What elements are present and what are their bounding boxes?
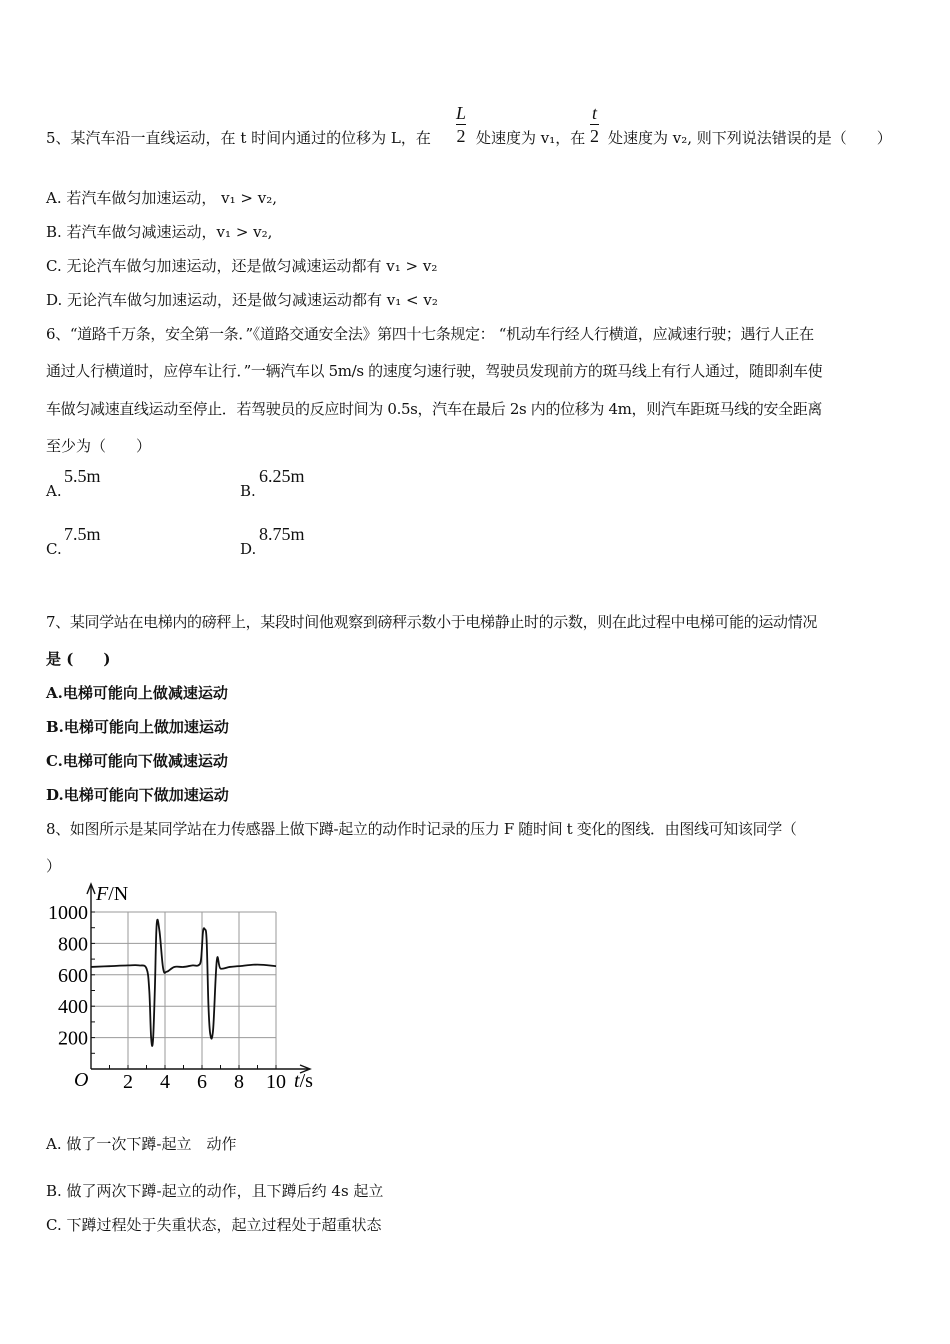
q6-option-a	[46, 482, 62, 500]
option-letter: B.	[240, 482, 256, 500]
y-axis-label: F/N	[96, 883, 129, 905]
q5-stem-part-b: 处速度为 v₁，在	[476, 129, 586, 147]
x-tick-label: 10	[266, 1071, 286, 1093]
x-tick-label: 2	[123, 1071, 133, 1093]
q5-option-c: C. 无论汽车做匀加速运动，还是做匀减速运动都有 v₁ > v₂	[46, 257, 438, 275]
q6-stem-line-2: 通过人行横道时，应停车让行．”一辆汽车以 5m/s 的速度匀速行驶，驾驶员发现前方的斑马线上有行人通过，随即刹车使	[46, 362, 823, 380]
q6-stem-line-4: 至少为（ ）	[46, 437, 152, 455]
origin-label: O	[74, 1069, 89, 1091]
q6-option-d	[240, 540, 256, 558]
q5-frac2-denominator: 2	[590, 126, 599, 146]
q7-option-b: B.电梯可能向上做加速运动	[46, 718, 229, 736]
x-tick-label: 8	[234, 1071, 244, 1093]
q7-stem-line-2: 是 ( )	[46, 650, 111, 668]
x-tick-label: 6	[197, 1071, 207, 1093]
option-letter: A.	[46, 482, 62, 500]
q5-fraction-l-over-2	[456, 103, 466, 146]
q7-option-c: C.电梯可能向下做减速运动	[46, 752, 228, 770]
q5-frac1-denominator: 2	[456, 126, 466, 146]
q5-option-d: D. 无论汽车做匀加速运动，还是做匀减速运动都有 v₁ < v₂	[46, 291, 438, 309]
q5-frac2-numerator: t	[591, 103, 597, 123]
fraction-bar	[456, 124, 466, 125]
x-axis-label: t/s	[294, 1070, 313, 1092]
y-tick-label: 800	[58, 933, 88, 956]
y-tick-label: 400	[58, 996, 88, 1019]
q8-option-b: B. 做了两次下蹲-起立的动作，且下蹲后约 4s 起立	[46, 1182, 384, 1200]
q8-option-c: C. 下蹲过程处于失重状态，起立过程处于超重状态	[46, 1216, 382, 1234]
force-curve	[91, 920, 276, 1046]
y-tick-label: 200	[58, 1027, 88, 1050]
q6-stem-line-1: 6、“道路千万条，安全第一条．”《道路交通安全法》第四十七条规定： “机动车行经人行横道，应减速行驶；遇行人正在	[46, 325, 814, 343]
q6-stem-line-3: 车做匀减速直线运动至停止．若驾驶员的反应时间为 0.5s，汽车在最后 2s 内的位移为 4m，则汽车距斑马线的安全距离	[46, 400, 822, 418]
q8-stem-line-1: 8、如图所示是某同学站在力传感器上做下蹲-起立的动作时记录的压力 F 随时间 t 变化的图线．由图线可知该同学（	[46, 820, 797, 838]
q5-option-a: A. 若汽车做匀加速运动， v₁ > v₂,	[46, 189, 277, 207]
chart-ticks	[48, 902, 286, 1093]
q8-stem-line-2: ）	[46, 857, 62, 875]
option-letter: D.	[240, 540, 257, 558]
q8-option-a: A. 做了一次下蹲-起立 动作	[46, 1135, 237, 1153]
q6-option-b-value: 6.25m	[259, 466, 305, 486]
q6-option-d-value: 8.75m	[259, 524, 305, 544]
q5-frac1-numerator: L	[456, 103, 467, 123]
y-tick-label: 1000	[48, 902, 88, 924]
q6-option-b	[240, 482, 256, 500]
q5-stem-part-c: 处速度为 v₂, 则下列说法错误的是（ ）	[608, 129, 892, 147]
q6-option-c-value: 7.5m	[64, 524, 101, 544]
q7-stem-line-1: 7、某同学站在电梯内的磅秤上，某段时间他观察到磅秤示数小于电梯静止时的示数，则在此过程中电梯可能的运动情况	[46, 613, 817, 631]
q6-option-a-value: 5.5m	[64, 466, 101, 486]
x-tick-label: 4	[160, 1071, 170, 1093]
force-time-chart	[36, 874, 326, 1094]
q7-option-a: A.电梯可能向上做减速运动	[46, 684, 228, 702]
q5-stem-part-a: 5、某汽车沿一直线运动，在 t 时间内通过的位移为 L，在	[46, 129, 431, 147]
y-tick-label: 600	[58, 964, 88, 987]
q6-option-c	[46, 540, 62, 558]
option-letter: C.	[46, 540, 62, 558]
chart-grid	[91, 912, 276, 1069]
q5-fraction-t-over-2	[590, 103, 599, 146]
fraction-bar	[590, 124, 599, 125]
q5-option-b: B. 若汽车做匀减速运动，v₁ > v₂,	[46, 223, 273, 241]
q7-option-d: D.电梯可能向下做加速运动	[46, 786, 229, 804]
